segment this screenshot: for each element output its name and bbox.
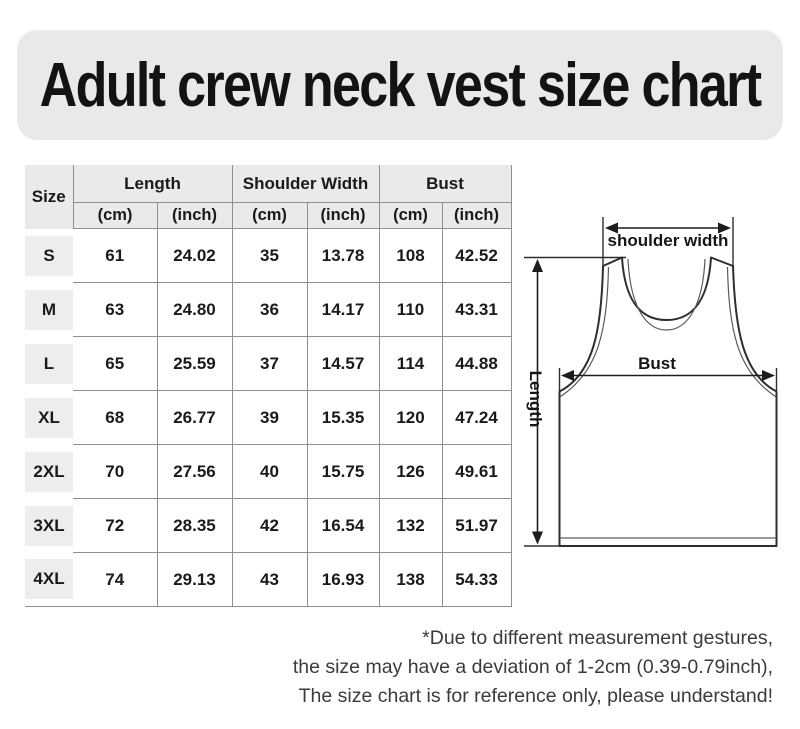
vest-measurement-diagram <box>505 195 800 565</box>
bust-cm-cell: 120 <box>379 391 442 445</box>
table-header-row-units <box>25 203 511 229</box>
table-row <box>25 283 511 337</box>
shoulder-cm-cell: 40 <box>232 445 307 499</box>
disclaimer-line-1: *Due to different measurement gestures, <box>422 627 773 649</box>
shoulder-cm-cell: 43 <box>232 553 307 607</box>
length-cm-cell: 70 <box>73 445 157 499</box>
bust-inch-cell: 43.31 <box>442 283 511 337</box>
size-chip: L <box>25 344 73 384</box>
column-header-length: Length <box>73 165 232 203</box>
shoulder-inch-cell: 15.75 <box>307 445 379 499</box>
unit-header-bust-inch: (inch) <box>442 203 511 229</box>
bust-inch-cell: 42.52 <box>442 229 511 283</box>
page-title: Adult crew neck vest size chart <box>39 50 761 120</box>
length-inch-cell: 25.59 <box>157 337 232 391</box>
length-cm-cell: 72 <box>73 499 157 553</box>
size-cell <box>25 337 73 391</box>
size-chip: M <box>25 290 73 330</box>
shoulder-inch-cell: 16.93 <box>307 553 379 607</box>
length-inch-cell: 26.77 <box>157 391 232 445</box>
length-label: Length <box>526 370 545 428</box>
shoulder-cm-cell: 36 <box>232 283 307 337</box>
size-chip: 3XL <box>25 506 73 546</box>
title-banner <box>17 30 783 140</box>
size-chip: XL <box>25 398 73 438</box>
table-row <box>25 445 511 499</box>
table-row <box>25 337 511 391</box>
size-chart-table <box>25 165 512 607</box>
bust-label: Bust <box>638 354 676 373</box>
unit-header-shoulder-inch: (inch) <box>307 203 379 229</box>
unit-header-length-cm: (cm) <box>73 203 157 229</box>
bust-cm-cell: 138 <box>379 553 442 607</box>
length-cm-cell: 68 <box>73 391 157 445</box>
size-cell <box>25 553 73 607</box>
column-header-size: Size <box>25 165 73 229</box>
shoulder-cm-cell: 35 <box>232 229 307 283</box>
table-row <box>25 391 511 445</box>
length-cm-cell: 65 <box>73 337 157 391</box>
bust-inch-cell: 44.88 <box>442 337 511 391</box>
shoulder-width-label: shoulder width <box>607 231 729 250</box>
shoulder-cm-cell: 39 <box>232 391 307 445</box>
unit-header-length-inch: (inch) <box>157 203 232 229</box>
size-cell <box>25 499 73 553</box>
shoulder-inch-cell: 14.57 <box>307 337 379 391</box>
shoulder-inch-cell: 15.35 <box>307 391 379 445</box>
unit-header-shoulder-cm: (cm) <box>232 203 307 229</box>
disclaimer-line-2: the size may have a deviation of 1-2cm (0.39-0.79inch), <box>292 656 773 678</box>
length-cm-cell: 61 <box>73 229 157 283</box>
length-cm-cell: 74 <box>73 553 157 607</box>
size-chip: 2XL <box>25 452 73 492</box>
bust-cm-cell: 132 <box>379 499 442 553</box>
shoulder-inch-cell: 16.54 <box>307 499 379 553</box>
shoulder-cm-cell: 37 <box>232 337 307 391</box>
vest-outline <box>560 258 777 547</box>
size-cell <box>25 229 73 283</box>
bust-cm-cell: 126 <box>379 445 442 499</box>
bust-inch-cell: 51.97 <box>442 499 511 553</box>
bust-inch-cell: 47.24 <box>442 391 511 445</box>
size-cell <box>25 283 73 337</box>
size-chip: S <box>25 236 73 276</box>
shoulder-inch-cell: 14.17 <box>307 283 379 337</box>
length-inch-cell: 28.35 <box>157 499 232 553</box>
shoulder-cm-cell: 42 <box>232 499 307 553</box>
length-cm-cell: 63 <box>73 283 157 337</box>
table-row <box>25 229 511 283</box>
length-inch-cell: 24.02 <box>157 229 232 283</box>
bust-cm-cell: 110 <box>379 283 442 337</box>
column-header-bust: Bust <box>379 165 511 203</box>
unit-header-bust-cm: (cm) <box>379 203 442 229</box>
bust-cm-cell: 108 <box>379 229 442 283</box>
size-cell <box>25 391 73 445</box>
size-cell <box>25 445 73 499</box>
shoulder-inch-cell: 13.78 <box>307 229 379 283</box>
bust-inch-cell: 49.61 <box>442 445 511 499</box>
disclaimer-line-3: The size chart is for reference only, please understand! <box>298 685 773 707</box>
length-inch-cell: 27.56 <box>157 445 232 499</box>
bust-inch-cell: 54.33 <box>442 553 511 607</box>
table-row <box>25 553 511 607</box>
table-header-row-groups <box>25 165 511 203</box>
size-chip: 4XL <box>25 559 73 599</box>
table-row <box>25 499 511 553</box>
length-inch-cell: 29.13 <box>157 553 232 607</box>
column-header-shoulder-width: Shoulder Width <box>232 165 379 203</box>
length-inch-cell: 24.80 <box>157 283 232 337</box>
bust-cm-cell: 114 <box>379 337 442 391</box>
disclaimer-note <box>293 624 773 711</box>
